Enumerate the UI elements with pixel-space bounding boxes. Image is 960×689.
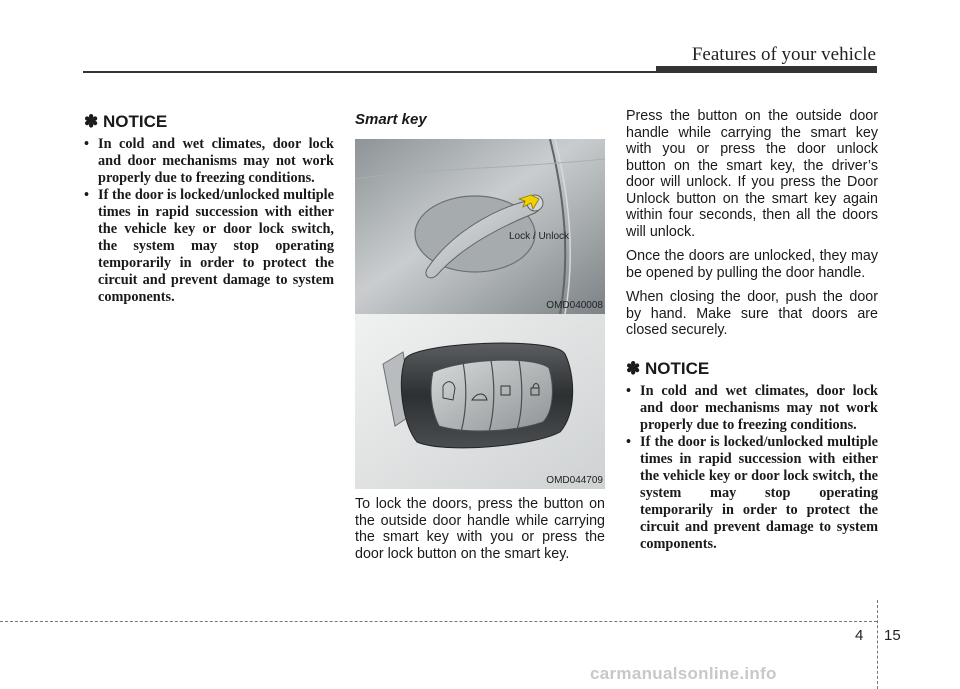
door-handle-figure [355,139,605,314]
notice-item [626,434,878,553]
bullet-icon: • [84,187,90,203]
figure-code: OMD040008 [546,300,603,311]
notice-item-text: If the door is locked/unlocked multiple times in rapid succession with either the vehicle key or door lock switch, the system may stop operating temporarily in order to protect the circuit and prevent damage to system components. [98,187,334,305]
notice-list [84,136,334,306]
page-number: 15 [884,627,901,644]
body-paragraph: When closing the door, push the door by hand. Make sure that doors are closed securely. [626,289,878,338]
bullet-icon: • [626,382,632,399]
figure-code: OMD044709 [546,475,603,486]
section-title: Smart key [355,111,427,128]
body-paragraph: To lock the doors, press the button on the outside door handle while carrying the smart key with you or press the door lock button on the smart key. [355,496,605,562]
watermark-text: carmanualsonline.info [590,664,777,683]
notice-item-text: If the door is locked/unlocked multiple times in rapid succession with either the vehicle key or door lock switch, the system may stop operating temporarily in order to protect the circuit and prevent damage to system components. [640,433,878,552]
bullet-icon: • [626,433,632,450]
notice-heading: ✽ NOTICE [626,358,710,378]
footer-rule [0,621,877,622]
lock-unlock-label: Lock / Unlock [509,231,570,242]
chapter-number: 4 [855,627,864,644]
footer-divider [877,600,878,689]
header-rule-accent [656,66,877,72]
notice-item [626,383,878,434]
notice-item-text: In cold and wet climates, door lock and door mechanisms may not work properly due to freezing conditions. [98,136,334,186]
middle-column [355,108,605,608]
smart-key-figure [355,314,605,489]
notice-list [626,383,878,553]
page-header-title: Features of your vehicle [691,44,876,65]
smart-key-illustration [355,314,605,489]
body-paragraph: Once the doors are unlocked, they may be opened by pulling the door handle. [626,248,878,281]
left-column [84,108,334,306]
body-paragraph: Press the button on the outside door handle while carrying the smart key with you or press the door unlock button on the smart key, the driver’s door will unlock. If you press the Door Unlock button on the smart key again within four seconds, then all the doors will unlock. [626,108,878,240]
notice-item [84,136,334,187]
notice-item [84,187,334,306]
notice-item-text: In cold and wet climates, door lock and door mechanisms may not work properly due to freezing conditions. [640,382,878,433]
door-handle-illustration [355,139,605,314]
notice-heading: ✽ NOTICE [84,112,168,131]
bullet-icon: • [84,136,90,152]
right-column [626,108,878,553]
